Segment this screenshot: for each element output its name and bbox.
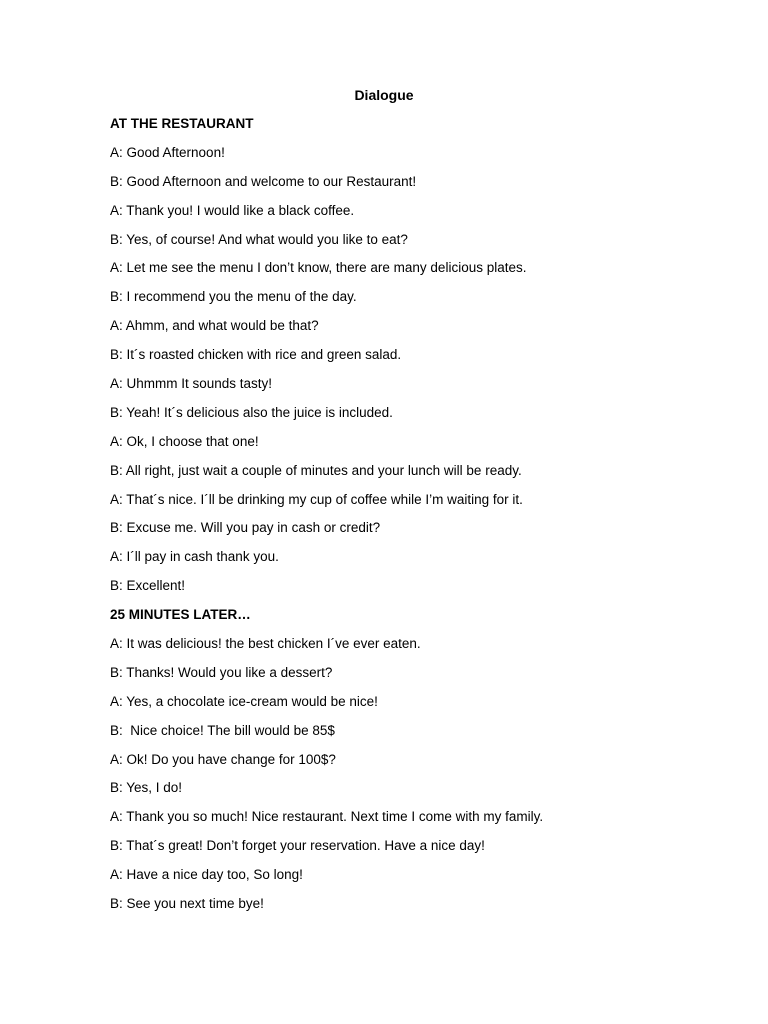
dialogue-line: A: That´s nice. I´ll be drinking my cup of coffee while I’m waiting for it.	[110, 491, 523, 507]
dialogue-line: B: It´s roasted chicken with rice and green salad.	[110, 347, 402, 363]
section-heading: 25 MINUTES LATER…	[110, 607, 251, 623]
dialogue-line: A: Let me see the menu I don’t know, there are many delicious plates.	[110, 260, 527, 276]
dialogue-line: B: Excuse me. Will you pay in cash or credit?	[110, 520, 381, 536]
dialogue-line: A: Thank you so much! Nice restaurant. Next time I come with my family.	[110, 809, 544, 825]
dialogue-line: B: Excellent!	[110, 578, 186, 594]
dialogue-line: B: Nice choice! The bill would be 85$	[110, 722, 335, 738]
section-heading: AT THE RESTAURANT	[110, 116, 254, 131]
dialogue-line: B: Yes, of course! And what would you like to eat?	[110, 231, 408, 247]
dialogue-line: A: Have a nice day too, So long!	[110, 867, 303, 883]
dialogue-line: A: Good Afternoon!	[110, 144, 225, 160]
dialogue-line: A: I´ll pay in cash thank you.	[110, 549, 279, 565]
dialogue-line: B: Yeah! It´s delicious also the juice is included.	[110, 404, 393, 420]
dialogue-line: A: Ok! Do you have change for 100$?	[110, 751, 336, 767]
dialogue-line: B: Good Afternoon and welcome to our Restaurant!	[110, 173, 417, 189]
dialogue-line: B: Thanks! Would you like a dessert?	[110, 664, 333, 680]
dialogue-line: A: Yes, a chocolate ice-cream would be nice!	[110, 693, 378, 709]
document-title: Dialogue	[354, 87, 414, 103]
dialogue-body	[110, 114, 710, 923]
dialogue-line: A: Thank you! I would like a black coffee.	[110, 202, 355, 218]
dialogue-line: B: I recommend you the menu of the day.	[110, 289, 357, 305]
dialogue-line: B: Yes, I do!	[110, 780, 183, 796]
dialogue-line: A: Ahmm, and what would be that?	[110, 318, 319, 334]
dialogue-line: A: Uhmmm It sounds tasty!	[110, 376, 273, 392]
dialogue-line: B: See you next time bye!	[110, 896, 264, 912]
dialogue-line: A: Ok, I choose that one!	[110, 433, 259, 449]
dialogue-line: B: That´s great! Don’t forget your reservation. Have a nice day!	[110, 838, 485, 854]
dialogue-line: A: It was delicious! the best chicken I´ve ever eaten.	[110, 636, 421, 652]
dialogue-line: B: All right, just wait a couple of minutes and your lunch will be ready.	[110, 462, 522, 478]
